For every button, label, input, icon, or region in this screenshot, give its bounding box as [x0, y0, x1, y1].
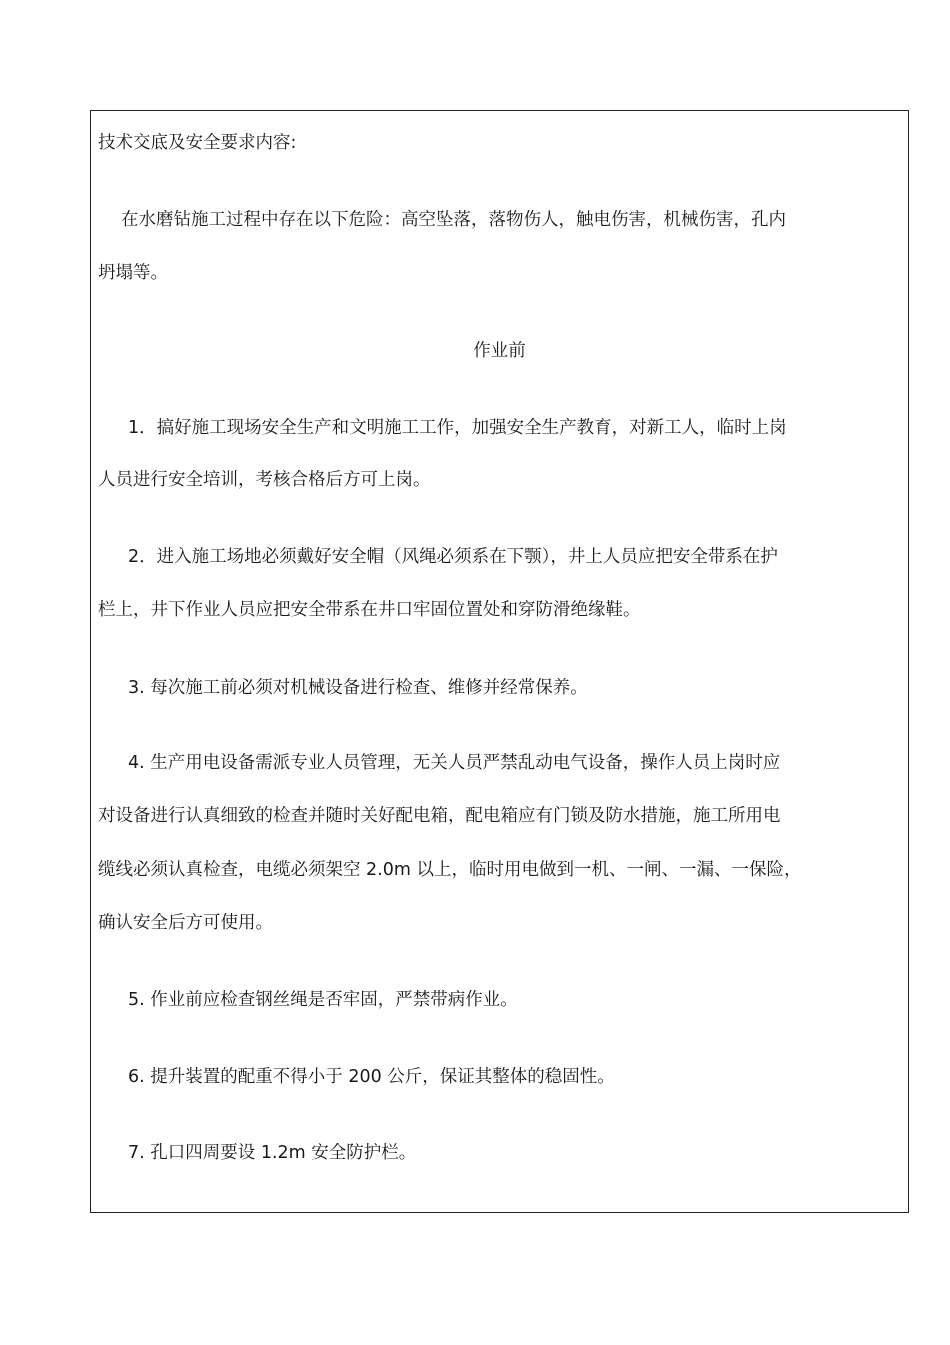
list-item-line: 2．进入施工场地必须戴好安全帽（风绳必须系在下颚），井上人员应把安全带系在护 — [128, 547, 778, 567]
list-item-line: 栏上，井下作业人员应把安全带系在井口牢固位置处和穿防滑绝缘鞋。 — [98, 600, 641, 620]
list-item-line: 确认安全后方可使用。 — [98, 913, 273, 933]
intro-paragraph-line: 坍塌等。 — [98, 263, 168, 283]
list-item-line: 缆线必须认真检查，电缆必须架空 2.0m 以上，临时用电做到一机、一闸、一漏、一保险， — [98, 860, 802, 880]
section-title: 技术交底及安全要求内容: — [98, 133, 297, 153]
list-item-line: 5. 作业前应检查钢丝绳是否牢固，严禁带病作业。 — [128, 990, 518, 1010]
content-frame — [90, 110, 909, 1213]
list-item-line: 3. 每次施工前必须对机械设备进行检查、维修并经常保养。 — [128, 678, 588, 698]
subsection-heading: 作业前 — [473, 341, 526, 361]
list-item-line: 7. 孔口四周要设 1.2m 安全防护栏。 — [128, 1143, 417, 1163]
list-item-line: 4. 生产用电设备需派专业人员管理，无关人员严禁乱动电气设备，操作人员上岗时应 — [128, 753, 781, 773]
list-item-line: 6. 提升装置的配重不得小于 200 公斤，保证其整体的稳固性。 — [128, 1067, 615, 1087]
list-item-line: 1．搞好施工现场安全生产和文明施工工作，加强安全生产教育，对新工人，临时上岗 — [128, 418, 787, 438]
list-item-line: 人员进行安全培训，考核合格后方可上岗。 — [98, 470, 431, 490]
intro-paragraph-line: 在水磨钻施工过程中存在以下危险：高空坠落，落物伤人，触电伤害，机械伤害，孔内 — [121, 210, 786, 230]
list-item-line: 对设备进行认真细致的检查并随时关好配电箱，配电箱应有门锁及防水措施，施工所用电 — [98, 806, 781, 826]
